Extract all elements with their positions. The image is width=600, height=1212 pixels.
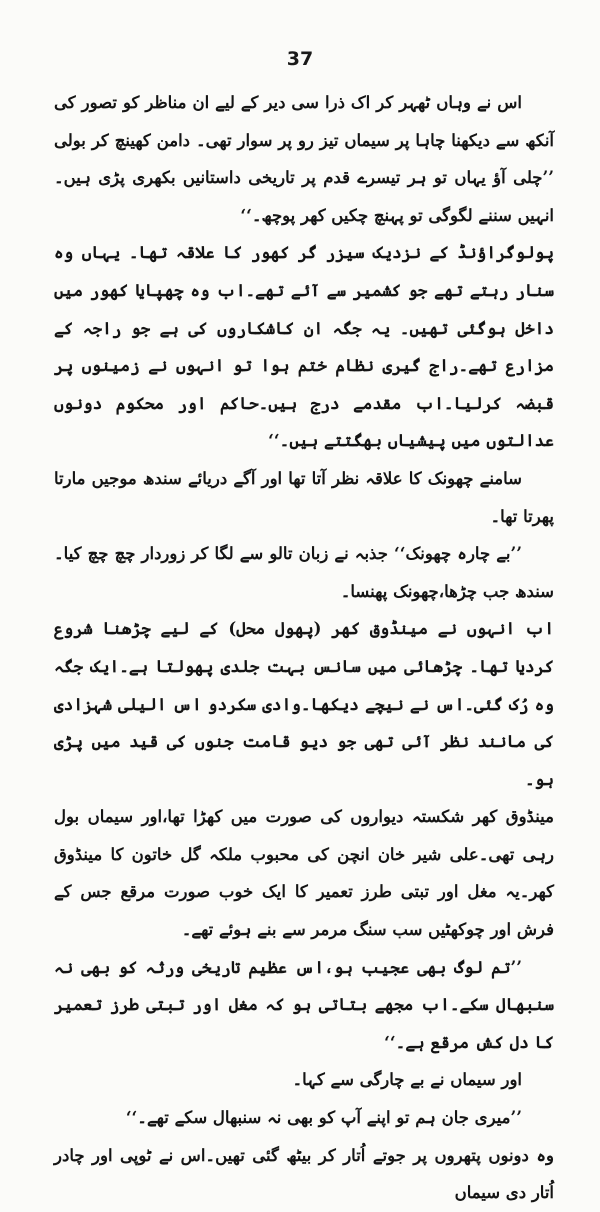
paragraph: مینڈوق کھر شکستہ دیواروں کی صورت میں کھڑا تھا،اور سیماں بول رہی تھی۔علی شیر خان انچن کی محبوب ملکہ گل خاتون کا مینڈوق کھر۔یہ مغل اور تبتی طرز تعمیر کا ایک خوب صورت مرقع جس کے فرش اور چوکھٹیں سب سنگ مرمر سے بنے ہوئے تھے۔ [54, 807, 554, 940]
paragraph: سامنے چھونک کا علاقہ نظر آتا تھا اور آگے دریائے سندھ موجیں مارتا پھرتا تھا۔ [54, 468, 554, 526]
body-text [54, 84, 554, 1212]
paragraph: پولوگراؤنڈ کے نزدیک سیزر گر کھور کا علاقہ تھا۔ یہاں وہ سنار رہتے تھے جو کشمیر سے آئے تھے۔اب وہ چھپایا کھور میں داخل ہوگئی تھیں۔ یہ جگہ ان کاشکاروں کی ہے جو راجہ کے مزارع تھے۔راج گیری نظام ختم ہوا تو انہوں نے زمینوں پر قبضہ کرلیا۔اب مقدمے درج ہیں۔حاکم اور محکوم دونوں عدالتوں میں پیشیاں بھگتتے ہیں۔‘‘ [54, 243, 554, 451]
paragraph: اس نے وہاں ٹھہر کر اک ذرا سی دیر کے لیے ان مناظر کو تصور کی آنکھ سے دیکھنا چاہا پر سیماں تیز رو پر سوار تھی۔ دامن کھینچ کر بولی ’’چلی آؤ یہاں تو ہر تیسرے قدم پر تاریخی داستانیں بکھری پڑی ہیں۔انہیں سننے لگوگی تو پہنچ چکیں کھر پوچھ۔‘‘ [54, 93, 554, 225]
paragraph: اب انہوں نے مینڈوق کھر (پھول محل) کے لیے چڑھنا شروع کردیا تھا۔ چڑھائی میں سانس بہت جلدی پھولتا ہے۔ایک جگہ وہ رُک گئی۔اس نے نیچے دیکھا۔وادی سکردو اس الیلی شہزادی کی مانند نظر آئی تھی جو دیو قامت جنوں کی قید میں پڑی ہو۔ [54, 619, 554, 789]
paragraph: ’’میری جان ہم تو اپنے آپ کو بھی نہ سنبھال سکے تھے۔‘‘ [125, 1108, 522, 1128]
paragraph: وہ دونوں پتھروں پر جوتے اُتار کر بیٹھ گئی تھیں۔اس نے ٹوپی اور چادر اُتار دی سیماں [54, 1145, 554, 1203]
page-number: 37 [286, 48, 314, 70]
paragraph: ’’بے چارہ چھونک‘‘ جذبہ نے زبان تالو سے لگا کر زوردار چچ چچ کیا۔سندھ جب چڑھا،چھونک پھنسا۔ [54, 544, 554, 601]
paragraph: اور سیماں نے بے چارگی سے کہا۔ [292, 1070, 522, 1090]
paragraph: ’’تم لوگ بھی عجیب ہو،اس عظیم تاریخی ورثہ کو بھی نہ سنبھال سکے۔اب مجھے بتاتی ہو کہ مغل اور تبتی طرز تعمیر کا دل کش مرقع ہے۔‘‘ [54, 957, 554, 1052]
